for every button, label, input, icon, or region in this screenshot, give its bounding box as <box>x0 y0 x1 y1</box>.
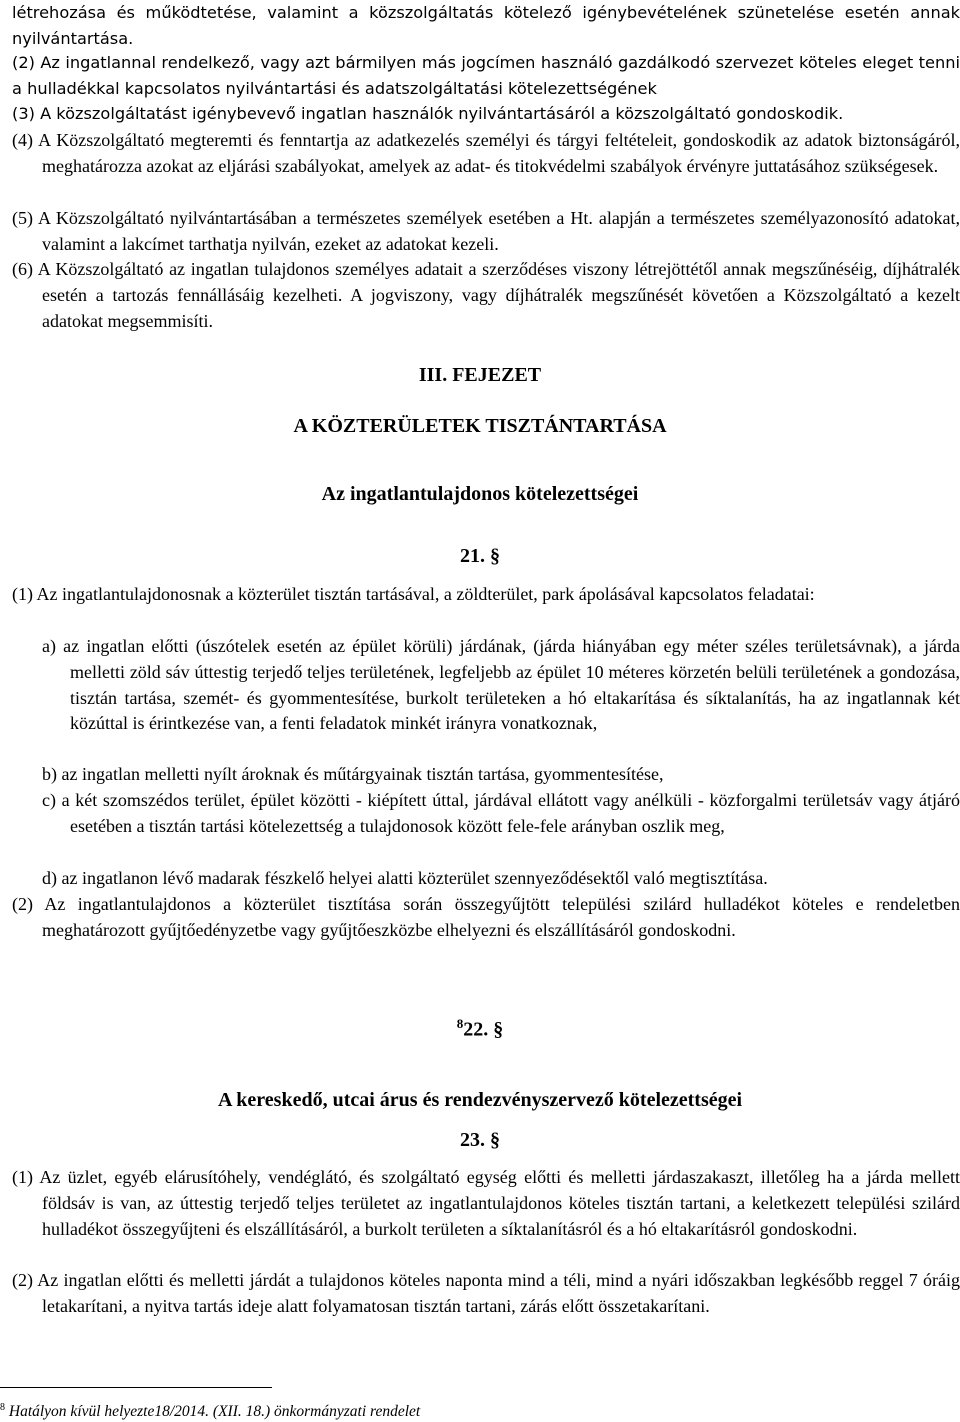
footnote-reference: 8 <box>456 1016 464 1031</box>
section-21-item-c: c) a két szomszédos terület, épület közötti - kiépített úttal, járdával ellátott vagy anélküli - közforgalmi területsáv vagy átjáró esetében a tisztán tartási kötelezettség a tulajdonosok között fele-fele arányban oszlik meg, <box>42 790 960 836</box>
section-23-paragraph-1: (1) Az üzlet, egyéb elárusítóhely, vendéglátó, és szolgáltató egység előtti és melletti járdaszakaszt, illetőleg ha a járda mellett földsáv is van, az úttestig terjedő teljes területet az ingatlantulajdonos köteles tisztán tartani, a keletkezett települési szilárd hulladékot összegyűjteni és elszállításáról, a burkolt területen a síktalanításról és a hó eltakarításról gondoskodni. <box>12 1167 960 1239</box>
chapter-title: A KÖZTERÜLETEK TISZTÁNTARTÁSA <box>293 415 667 437</box>
footnote-divider <box>0 1387 272 1388</box>
footnote <box>0 1398 960 1422</box>
section-23-paragraph-2: (2) Az ingatlan előtti és melletti járdát a tulajdonos köteles naponta mind a téli, mind a nyári időszakban legkésőbb reggel 7 óráig letakarítani, a nyitva tartás ideje alatt folyamatosan tisztán tartani, zárás előtt összetakarítani. <box>12 1270 960 1316</box>
section-23-subtitle: A kereskedő, utcai árus és rendezvényszervező kötelezettségei <box>217 1089 743 1111</box>
section-21-item-b: b) az ingatlan melletti nyílt ároknak és műtárgyainak tisztán tartása, gyommentesítése, <box>42 764 664 784</box>
section-23-heading: 23. § <box>460 1129 500 1151</box>
section-21-item-a: a) az ingatlan előtti (úszótelek esetén az épület körüli) járdának, (járda hiányában egy méter széles területsávnak), a járda melletti zöld sáv úttestig terjedő teljes területének, legfeljebb az épület 10 méteres körzetén belüli területének a gondozása, tisztán tartása, szemét- és gyommentesítése, burkolt területeken a hó eltakarítása és síktalanítás, ha az ingatlannak két közúttal is érintkezése van, a fenti feladatok minkét irányra vonatkoznak, <box>42 636 960 734</box>
footnote-number: 8 <box>0 1402 5 1413</box>
chapter-number: III. FEJEZET <box>418 364 542 386</box>
section-21-heading: 21. § <box>460 545 500 567</box>
section-21-paragraph-1: (1) Az ingatlantulajdonosnak a közterület tisztán tartásával, a zöldterület, park ápolásával kapcsolatos feladatai: <box>12 584 815 604</box>
paragraph-6: (6) A Közszolgáltató az ingatlan tulajdonos személyes adatait a szerződéses viszony létrejöttétől annak megszűnéséig, díjhátralék esetén a tartozás fennállásáig kezelheti. A jogviszony, vagy díjhátralék megszűnését követően a Közszolgáltató a kezelt adatokat megsemmisíti. <box>12 259 960 331</box>
paragraph-5: (5) A Közszolgáltató nyilvántartásában a természetes személyek esetében a Ht. alapján a természetes személyazonosító adatokat, valamint a lakcímet tarthatja nyilván, ezeket az adatokat kezeli. <box>12 208 960 254</box>
footnote-text: Hatályon kívül helyezte18/2014. (XII. 18.) önkormányzati rendelet <box>8 1403 421 1421</box>
paragraph-3: (3) A közszolgáltatást igénybevevő ingatlan használók nyilvántartásáról a közszolgáltató gondoskodik. <box>12 104 844 123</box>
section-21-paragraph-2: (2) Az ingatlantulajdonos a közterület tisztítása során összegyűjtött települési szilárd hulladékot köteles e rendeletben meghatározott gyűjtőedényzetbe vagy gyűjtőeszközbe elhelyezni és elszállításáról gondoskodni. <box>12 894 960 940</box>
paragraph-continuation: létrehozása és működtetése, valamint a közszolgáltatás kötelező igénybevételének szünetelése esetén annak nyilvántartása. <box>12 3 960 48</box>
paragraph-4: (4) A Közszolgáltató megteremti és fenntartja az adatkezelés személyi és tárgyi feltételeit, gondoskodik az adatok biztonságáról, meghatározza azokat az eljárási szabályokat, amelyek az adat- és titokvédelmi szabályok érvényre juttatásához szükségesek. <box>12 130 960 176</box>
section-22-heading <box>0 1011 960 1043</box>
section-22-label: 22. § <box>463 1018 504 1041</box>
paragraph-2: (2) Az ingatlannal rendelkező, vagy azt bármilyen más jogcímen használó gazdálkodó szervezet köteles eleget tenni a hulladékkal kapcsolatos nyilvántartási és adatszolgáltatási kötelezettségének <box>12 53 960 98</box>
section-subtitle: Az ingatlantulajdonos kötelezettségei <box>321 483 639 505</box>
section-21-item-d: d) az ingatlanon lévő madarak fészkelő helyei alatti közterület szennyeződésektől való megtisztítása. <box>42 868 768 888</box>
